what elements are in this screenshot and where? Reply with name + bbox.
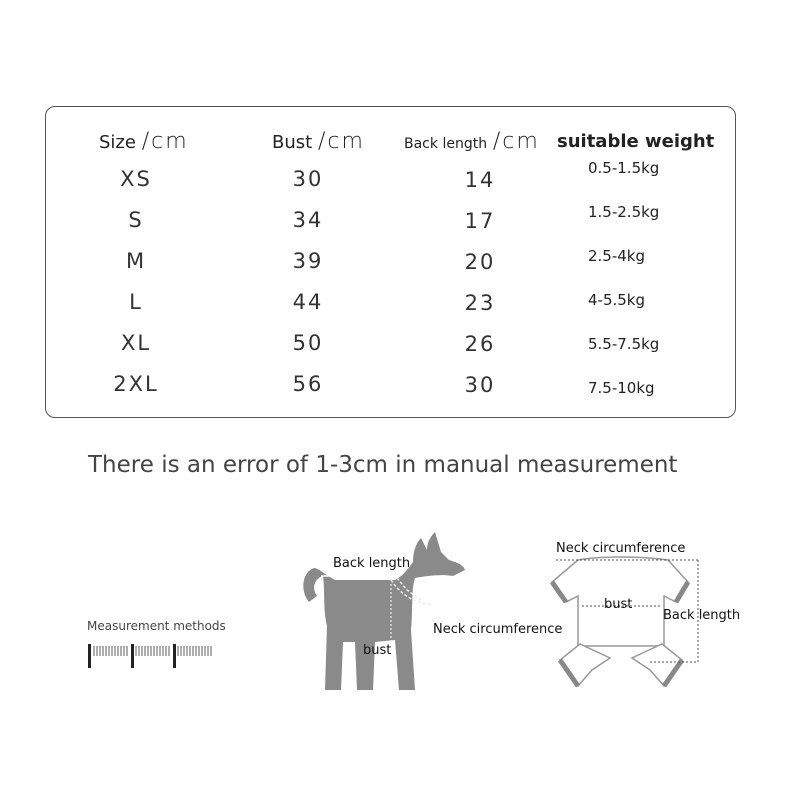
row-back: 30 xyxy=(464,373,496,397)
measuring-tape-icon xyxy=(86,642,218,670)
header-size xyxy=(99,129,189,154)
row-size: L xyxy=(129,290,143,314)
row-bust: 56 xyxy=(292,372,324,396)
row-size: XS xyxy=(120,167,152,191)
row-bust: 39 xyxy=(292,249,324,273)
header-size-label: Size xyxy=(99,132,136,153)
measurement-methods-title: Measurement methods xyxy=(87,619,226,633)
header-back-unit: /cm xyxy=(492,129,540,154)
row-size: 2XL xyxy=(113,372,159,396)
row-weight: 7.5-10kg xyxy=(588,379,655,397)
garment-neck-label: Neck circumference xyxy=(556,541,686,556)
dog-back-length-label: Back length xyxy=(333,556,411,571)
dog-neck-label: Neck circumference xyxy=(433,622,563,637)
row-bust: 44 xyxy=(292,290,324,314)
row-size: M xyxy=(125,249,147,273)
row-weight: 2.5-4kg xyxy=(588,247,646,265)
header-size-unit: /cm xyxy=(141,129,189,154)
size-table xyxy=(45,106,736,418)
row-size: S xyxy=(128,208,144,232)
header-bust-unit: /cm xyxy=(317,129,365,154)
row-weight: 5.5-7.5kg xyxy=(588,335,660,353)
row-back: 23 xyxy=(464,291,496,315)
header-back-length xyxy=(404,129,540,154)
row-bust: 50 xyxy=(292,331,324,355)
row-back: 14 xyxy=(464,168,496,192)
header-weight: suitable weight xyxy=(557,131,715,152)
garment-back-length-label: Back length xyxy=(663,608,741,623)
row-weight: 0.5-1.5kg xyxy=(588,159,660,177)
row-back: 17 xyxy=(464,209,496,233)
garment-bust-label: bust xyxy=(604,597,633,612)
header-bust-label: Bust xyxy=(272,132,313,153)
header-back-label: Back length xyxy=(404,136,488,152)
dog-bust-label: bust xyxy=(363,643,392,658)
row-bust: 30 xyxy=(292,167,324,191)
row-size: XL xyxy=(120,331,152,355)
header-bust xyxy=(272,129,365,154)
measurement-error-note: There is an error of 1-3cm in manual measurement xyxy=(88,452,678,478)
row-back: 20 xyxy=(464,250,496,274)
row-bust: 34 xyxy=(292,208,324,232)
row-weight: 4-5.5kg xyxy=(588,291,646,309)
row-back: 26 xyxy=(464,332,496,356)
row-weight: 1.5-2.5kg xyxy=(588,203,660,221)
